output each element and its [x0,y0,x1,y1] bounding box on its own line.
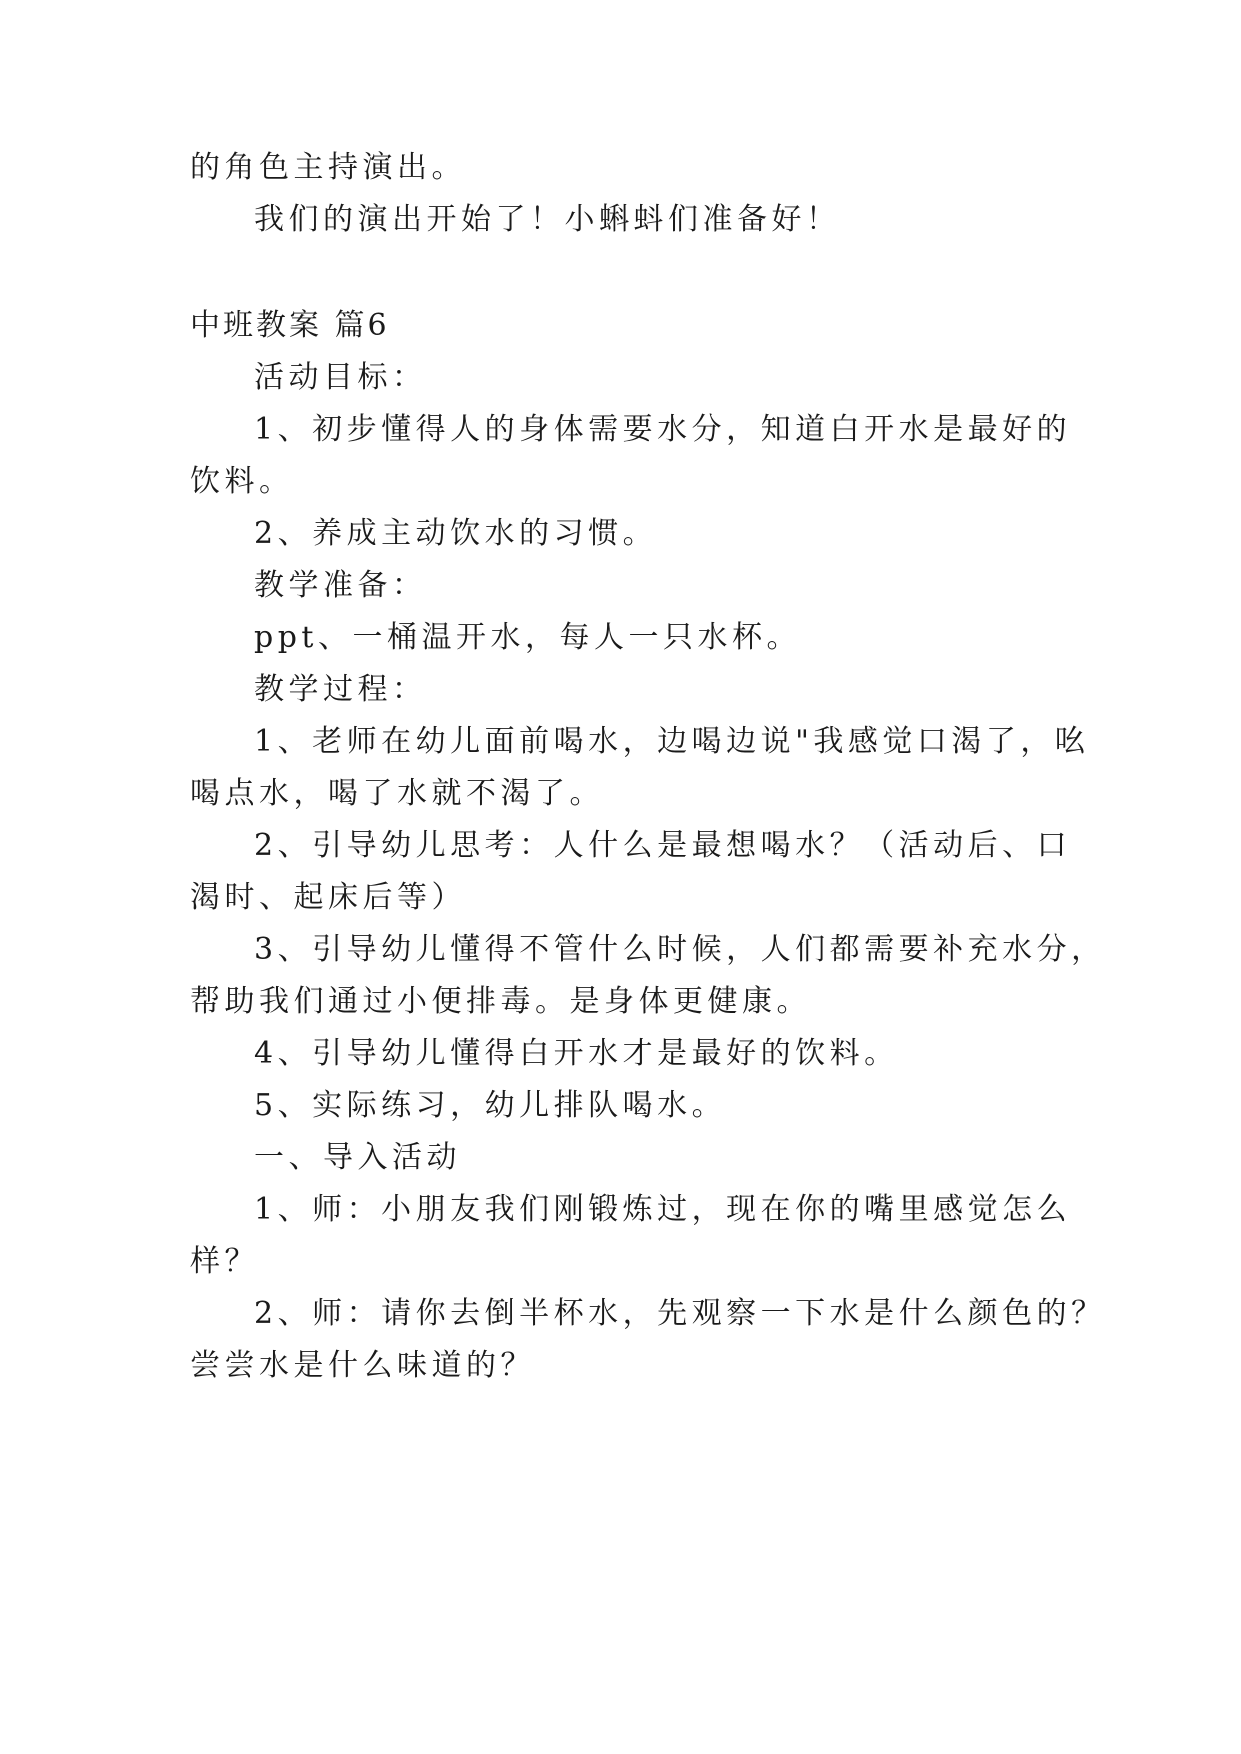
paragraph-line: 3、引导幼儿懂得不管什么时候，人们都需要补充水分， [254,932,1106,967]
paragraph-line: 5、实际练习，幼儿排队喝水。 [254,1088,727,1123]
paragraph-line: 喝点水，喝了水就不渴了。 [190,776,604,811]
paragraph-line: 渴时、起床后等） [190,880,466,915]
paragraph-line: 2、师：请你去倒半杯水，先观察一下水是什么颜色的？ [254,1296,1106,1331]
paragraph-line: 的角色主持演出。 [190,150,466,185]
paragraph-line: ppt、一桶温开水，每人一只水杯。 [254,620,801,655]
paragraph-line: 尝尝水是什么味道的？ [190,1348,535,1383]
paragraph-line: 1、初步懂得人的身体需要水分，知道白开水是最好的 [254,412,1072,447]
paragraph-line: 我们的演出开始了！小蝌蚪们准备好！ [254,202,841,237]
subheading: 教学准备： [254,568,427,603]
subheading: 一、导入活动 [254,1140,461,1175]
paragraph-line: 1、师：小朋友我们刚锻炼过，现在你的嘴里感觉怎么 [254,1192,1072,1227]
paragraph-line: 1、老师在幼儿面前喝水，边喝边说"我感觉口渴了，吆 [254,724,1090,759]
paragraph-line: 样？ [190,1244,259,1279]
paragraph-line: 2、引导幼儿思考：人什么是最想喝水？（活动后、口 [254,828,1072,863]
paragraph-line: 2、养成主动饮水的习惯。 [254,516,658,551]
subheading: 教学过程： [254,672,427,707]
subheading: 活动目标： [254,360,427,395]
paragraph-line: 帮助我们通过小便排毒。是身体更健康。 [190,984,811,1019]
paragraph-line: 4、引导幼儿懂得白开水才是最好的饮料。 [254,1036,899,1071]
section-heading: 中班教案 篇6 [190,308,390,343]
paragraph-line: 饮料。 [190,464,294,499]
